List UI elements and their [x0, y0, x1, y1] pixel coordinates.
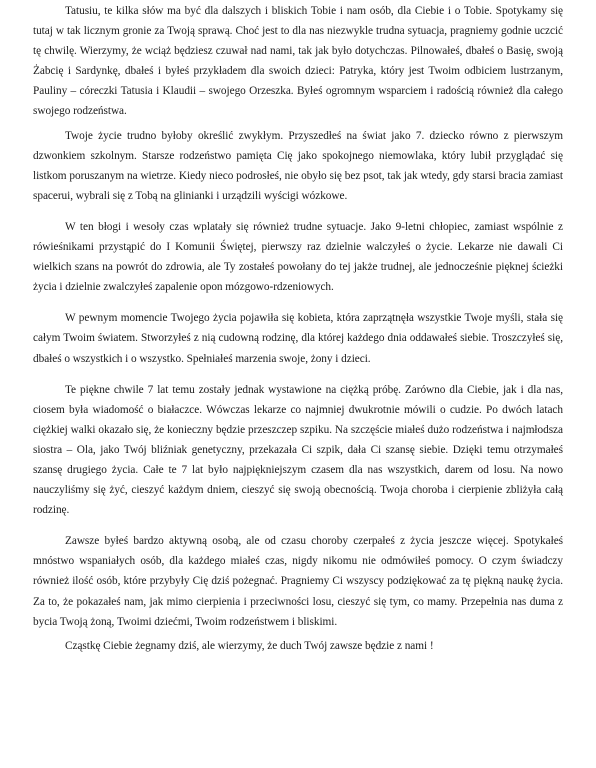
- paragraph-6: Zawsze byłeś bardzo aktywną osobą, ale od czasu choroby czerpałeś z życia jeszcze więcej. Spotykałeś mnóstwo wspaniałych osób, dla każdego miałeś czas, nigdy nikomu nie odmówiłeś pomocy. O czym świadczy również ilość osób, które przybyły Cię dziś pożegnać. Pragniemy Ci wszyscy podziękować za tę piękną naukę życia. Za to, że pokazałeś nam, jak mimo cierpienia i przeciwności losu, cieszyć się tym, co mamy. Przepełnia nas duma z bycia Twoją żoną, Twoimi dziećmi, Twoim rodzeństwem i bliskimi.: [33, 535, 563, 628]
- paragraph-1: Tatusiu, te kilka słów ma być dla dalszych i bliskich Tobie i nam osób, dla Ciebie i o Tobie. Spotykamy się tutaj w tak licznym gronie za Twoją sprawą. Choć jest to dla nas niezwykle trudna sytuacja, pragniemy godnie uczcić tę chwilę. Wierzymy, że wciąż będziesz czuwał nad nami, tak jak było dotychczas. Pilnowałeś, dbałeś o Basię, swoją Żabcię i Sardynkę, dbałeś i byłeś przykładem dla swoich dzieci: Patryka, który jest Twoim odbiciem lustrzanym, Pauliny – córeczki Tatusia i Klaudii – swojego Orzeszka. Byłeś ogromnym wsparciem i radością również dla całego swojego rodzeństwa.: [33, 5, 563, 118]
- paragraph-4: W pewnym momencie Twojego życia pojawiła się kobieta, która zaprzątnęła wszystkie Twoje myśli, stała się całym Twoim światem. Stworzyłeś z nią cudowną rodzinę, dla której każdego dnia oddawałeś siebie. Troszczyłeś się, dbałeś o wszystkich i o wszystko. Spełniałeś marzenia swoje, żony i dzieci.: [33, 312, 563, 365]
- paragraph-7: Cząstkę Ciebie żegnamy dziś, ale wierzymy, że duch Twój zawsze będzie z nami !: [65, 639, 434, 652]
- paragraph-3: W ten błogi i wesoły czas wplatały się również trudne sytuacje. Jako 9-letni chłopiec, zamiast wspólnie z rówieśnikami przystąpić do I Komunii Świętej, pierwszy raz dzielnie walczyłeś o życie. Lekarze nie dawali Ci wielkich szans na powrót do zdrowia, ale Ty zostałeś powołany do tej jakże trudnej, ale jednocześnie pięknej ścieżki życia i dzielnie zwalczyłeś zapalenie opon mózgowo-rdzeniowych.: [33, 220, 563, 294]
- paragraph-5: Te piękne chwile 7 lat temu zostały jednak wystawione na ciężką próbę. Zarówno dla Ciebie, jak i dla nas, ciosem była wiadomość o białaczce. Wówczas lekarze co najmniej dwukrotnie mówili o cudzie. Po dwóch latach ciężkiej walki okazało się, że konieczny będzie przeszczep szpiku. Na szczęście miałeś dużo rodzeństwa i najmłodsza siostra – Ola, jako Twój bliźniak genetyczny, przekazała Ci szpik, dała Ci szansę siebie. Dzięki temu otrzymałeś szansę drugiego życia. Całe te 7 lat było najpiękniejszym czasem dla nas wszystkich, darem od losu. Na nowo nauczyliśmy się żyć, cieszyć każdym dniem, cieszyć się swoją obecnością. Twoja choroba i cierpienie zbliżyła całą rodzinę.: [33, 383, 563, 517]
- paragraph-2: Twoje życie trudno byłoby określić zwykłym. Przyszedłeś na świat jako 7. dziecko równo z pierwszym dzwonkiem szkolnym. Starsze rodzeństwo pamięta Cię jako spokojnego niemowlaka, który lubił przyglądać się listkom poruszanym na wietrze. Kiedy nieco podrosłeś, nie obyło się bez psot, tak jak wtedy, gdy starsi bracia zamiast spacerui, wybrali się z Tobą na glinianki i urządzili wyścigi wózkowe.: [33, 129, 563, 202]
